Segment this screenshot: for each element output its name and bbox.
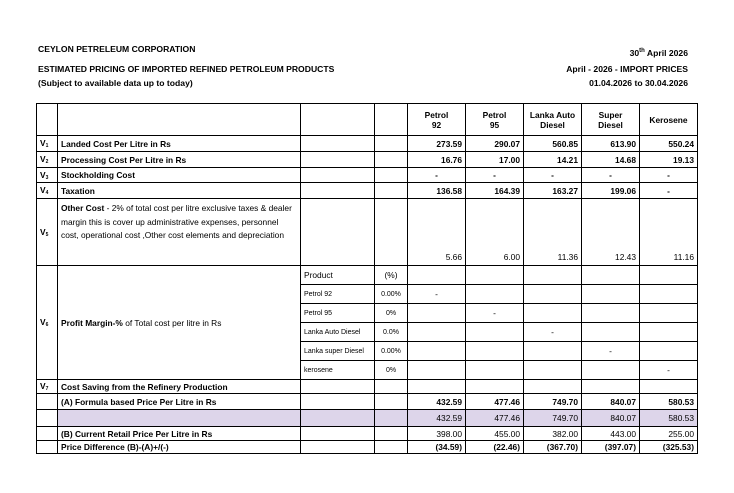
row-landed-cost bbox=[37, 136, 698, 152]
row-cost-saving bbox=[37, 380, 698, 394]
value-cell: 580.53 bbox=[640, 394, 698, 410]
value-cell: 12.43 bbox=[582, 199, 640, 266]
value-cell: 455.00 bbox=[466, 427, 524, 441]
row-other-cost bbox=[37, 199, 698, 266]
margin-mark bbox=[524, 304, 582, 323]
row-code: $V_7$ bbox=[37, 380, 58, 394]
value-cell: (325.53) bbox=[640, 441, 698, 454]
row-price-difference bbox=[37, 441, 698, 454]
row-formula-price bbox=[37, 394, 698, 410]
margin-mark bbox=[408, 342, 466, 361]
value-cell: 840.07 bbox=[582, 394, 640, 410]
margin-mark bbox=[466, 342, 524, 361]
margin-mark bbox=[640, 285, 698, 304]
row-label: Other Cost - 2% of total cost per litre exclusive taxes & dealer margin this is cover up administrative expenses, personnel cost, operational cost ,Other cost elements and depreciation bbox=[58, 199, 301, 266]
row-label: (A) Formula based Price Per Litre in Rs bbox=[58, 394, 301, 410]
product-name: kerosene bbox=[301, 361, 375, 380]
value-cell: (367.70) bbox=[524, 441, 582, 454]
row-label: Stockholding Cost bbox=[58, 168, 301, 183]
margin-mark bbox=[640, 323, 698, 342]
value-cell: 199.06 bbox=[582, 183, 640, 199]
margin-mark bbox=[524, 285, 582, 304]
margin-pct: 0.0% bbox=[375, 323, 408, 342]
row-code: $V_3$ bbox=[37, 168, 58, 183]
margin-pct: 0.00% bbox=[375, 342, 408, 361]
value-cell: 749.70 bbox=[524, 394, 582, 410]
margin-mark bbox=[640, 342, 698, 361]
value-cell: 14.68 bbox=[582, 152, 640, 168]
value-cell: 16.76 bbox=[408, 152, 466, 168]
value-cell: 290.07 bbox=[466, 136, 524, 152]
margin-mark: - bbox=[408, 285, 466, 304]
row-label: Profit Margin-% of Total cost per litre in Rs bbox=[58, 266, 301, 380]
margin-mark bbox=[466, 285, 524, 304]
margin-mark bbox=[466, 361, 524, 380]
row-label: Processing Cost Per Litre in Rs bbox=[58, 152, 301, 168]
column-header-row bbox=[37, 104, 698, 136]
margin-mark bbox=[408, 323, 466, 342]
row-processing-cost bbox=[37, 152, 698, 168]
value-cell: - bbox=[408, 168, 466, 183]
product-header: Product bbox=[301, 266, 375, 285]
pricing-period: 01.04.2026 to 30.04.2026 bbox=[589, 78, 688, 88]
col-header-kerosene: Kerosene bbox=[640, 104, 698, 136]
import-prices-label: April - 2026 - IMPORT PRICES bbox=[566, 64, 688, 74]
margin-mark: - bbox=[582, 342, 640, 361]
col-header-petrol-95: Petrol 95 bbox=[466, 104, 524, 136]
margin-mark: - bbox=[524, 323, 582, 342]
margin-pct: 0% bbox=[375, 304, 408, 323]
col-header-lanka-auto-diesel: Lanka Auto Diesel bbox=[524, 104, 582, 136]
value-cell: (34.59) bbox=[408, 441, 466, 454]
margin-pct: 0% bbox=[375, 361, 408, 380]
report-date: 30th April 2026 bbox=[629, 48, 688, 58]
value-cell: 136.58 bbox=[408, 183, 466, 199]
row-stockholding-cost bbox=[37, 168, 698, 183]
margin-mark bbox=[582, 323, 640, 342]
value-cell: 550.24 bbox=[640, 136, 698, 152]
margin-mark bbox=[582, 361, 640, 380]
value-cell: 273.59 bbox=[408, 136, 466, 152]
value-cell: 11.16 bbox=[640, 199, 698, 266]
row-profit-margin bbox=[37, 266, 698, 285]
margin-mark bbox=[582, 304, 640, 323]
row-label: Landed Cost Per Litre in Rs bbox=[58, 136, 301, 152]
row-highlighted-price bbox=[37, 410, 698, 427]
margin-mark bbox=[408, 304, 466, 323]
row-label: Price Difference (B)-(A)+/(-) bbox=[58, 441, 301, 454]
value-cell: 163.27 bbox=[524, 183, 582, 199]
col-header-petrol-92: Petrol 92 bbox=[408, 104, 466, 136]
margin-mark bbox=[524, 361, 582, 380]
product-name: Lanka super Diesel bbox=[301, 342, 375, 361]
product-name: Lanka Auto Diesel bbox=[301, 323, 375, 342]
value-cell: 5.66 bbox=[408, 199, 466, 266]
margin-mark bbox=[408, 361, 466, 380]
report-title: ESTIMATED PRICING OF IMPORTED REFINED PETROLEUM PRODUCTS bbox=[38, 64, 335, 74]
row-code: $V_2$ bbox=[37, 152, 58, 168]
value-cell: 17.00 bbox=[466, 152, 524, 168]
margin-mark bbox=[640, 304, 698, 323]
value-cell: - bbox=[640, 183, 698, 199]
value-cell: 164.39 bbox=[466, 183, 524, 199]
row-taxation bbox=[37, 183, 698, 199]
value-cell: (397.07) bbox=[582, 441, 640, 454]
value-cell: (22.46) bbox=[466, 441, 524, 454]
value-cell: 560.85 bbox=[524, 136, 582, 152]
value-cell: 398.00 bbox=[408, 427, 466, 441]
margin-mark bbox=[466, 323, 524, 342]
row-label: (B) Current Retail Price Per Litre in Rs bbox=[58, 427, 301, 441]
margin-pct: 0.00% bbox=[375, 285, 408, 304]
margin-mark: - bbox=[466, 304, 524, 323]
value-cell: - bbox=[640, 168, 698, 183]
margin-mark: - bbox=[640, 361, 698, 380]
value-cell: 443.00 bbox=[582, 427, 640, 441]
row-retail-price bbox=[37, 427, 698, 441]
value-cell: 19.13 bbox=[640, 152, 698, 168]
value-cell: 477.46 bbox=[466, 410, 524, 427]
value-cell: - bbox=[582, 168, 640, 183]
row-label: Taxation bbox=[58, 183, 301, 199]
value-cell: 382.00 bbox=[524, 427, 582, 441]
value-cell: 749.70 bbox=[524, 410, 582, 427]
row-code: $V_6$ bbox=[37, 266, 58, 380]
pct-header: (%) bbox=[375, 266, 408, 285]
value-cell: 6.00 bbox=[466, 199, 524, 266]
value-cell: 432.59 bbox=[408, 410, 466, 427]
report-subtitle: (Subject to available data up to today) bbox=[38, 78, 193, 88]
row-label: Cost Saving from the Refinery Production bbox=[58, 380, 301, 394]
product-name: Petrol 92 bbox=[301, 285, 375, 304]
value-cell: 432.59 bbox=[408, 394, 466, 410]
product-name: Petrol 95 bbox=[301, 304, 375, 323]
value-cell: 477.46 bbox=[466, 394, 524, 410]
value-cell: 840.07 bbox=[582, 410, 640, 427]
value-cell: 613.90 bbox=[582, 136, 640, 152]
value-cell: 11.36 bbox=[524, 199, 582, 266]
value-cell: - bbox=[524, 168, 582, 183]
row-code: $V_1$ bbox=[37, 136, 58, 152]
margin-mark bbox=[582, 285, 640, 304]
row-code: $V_4$ bbox=[37, 183, 58, 199]
margin-mark bbox=[524, 342, 582, 361]
col-header-super-diesel: Super Diesel bbox=[582, 104, 640, 136]
pricing-table bbox=[36, 103, 698, 454]
value-cell: 14.21 bbox=[524, 152, 582, 168]
row-code: $V_5$ bbox=[37, 199, 58, 266]
value-cell: - bbox=[466, 168, 524, 183]
value-cell: 255.00 bbox=[640, 427, 698, 441]
value-cell: 580.53 bbox=[640, 410, 698, 427]
company-name: CEYLON PETRELEUM CORPORATION bbox=[38, 44, 196, 54]
